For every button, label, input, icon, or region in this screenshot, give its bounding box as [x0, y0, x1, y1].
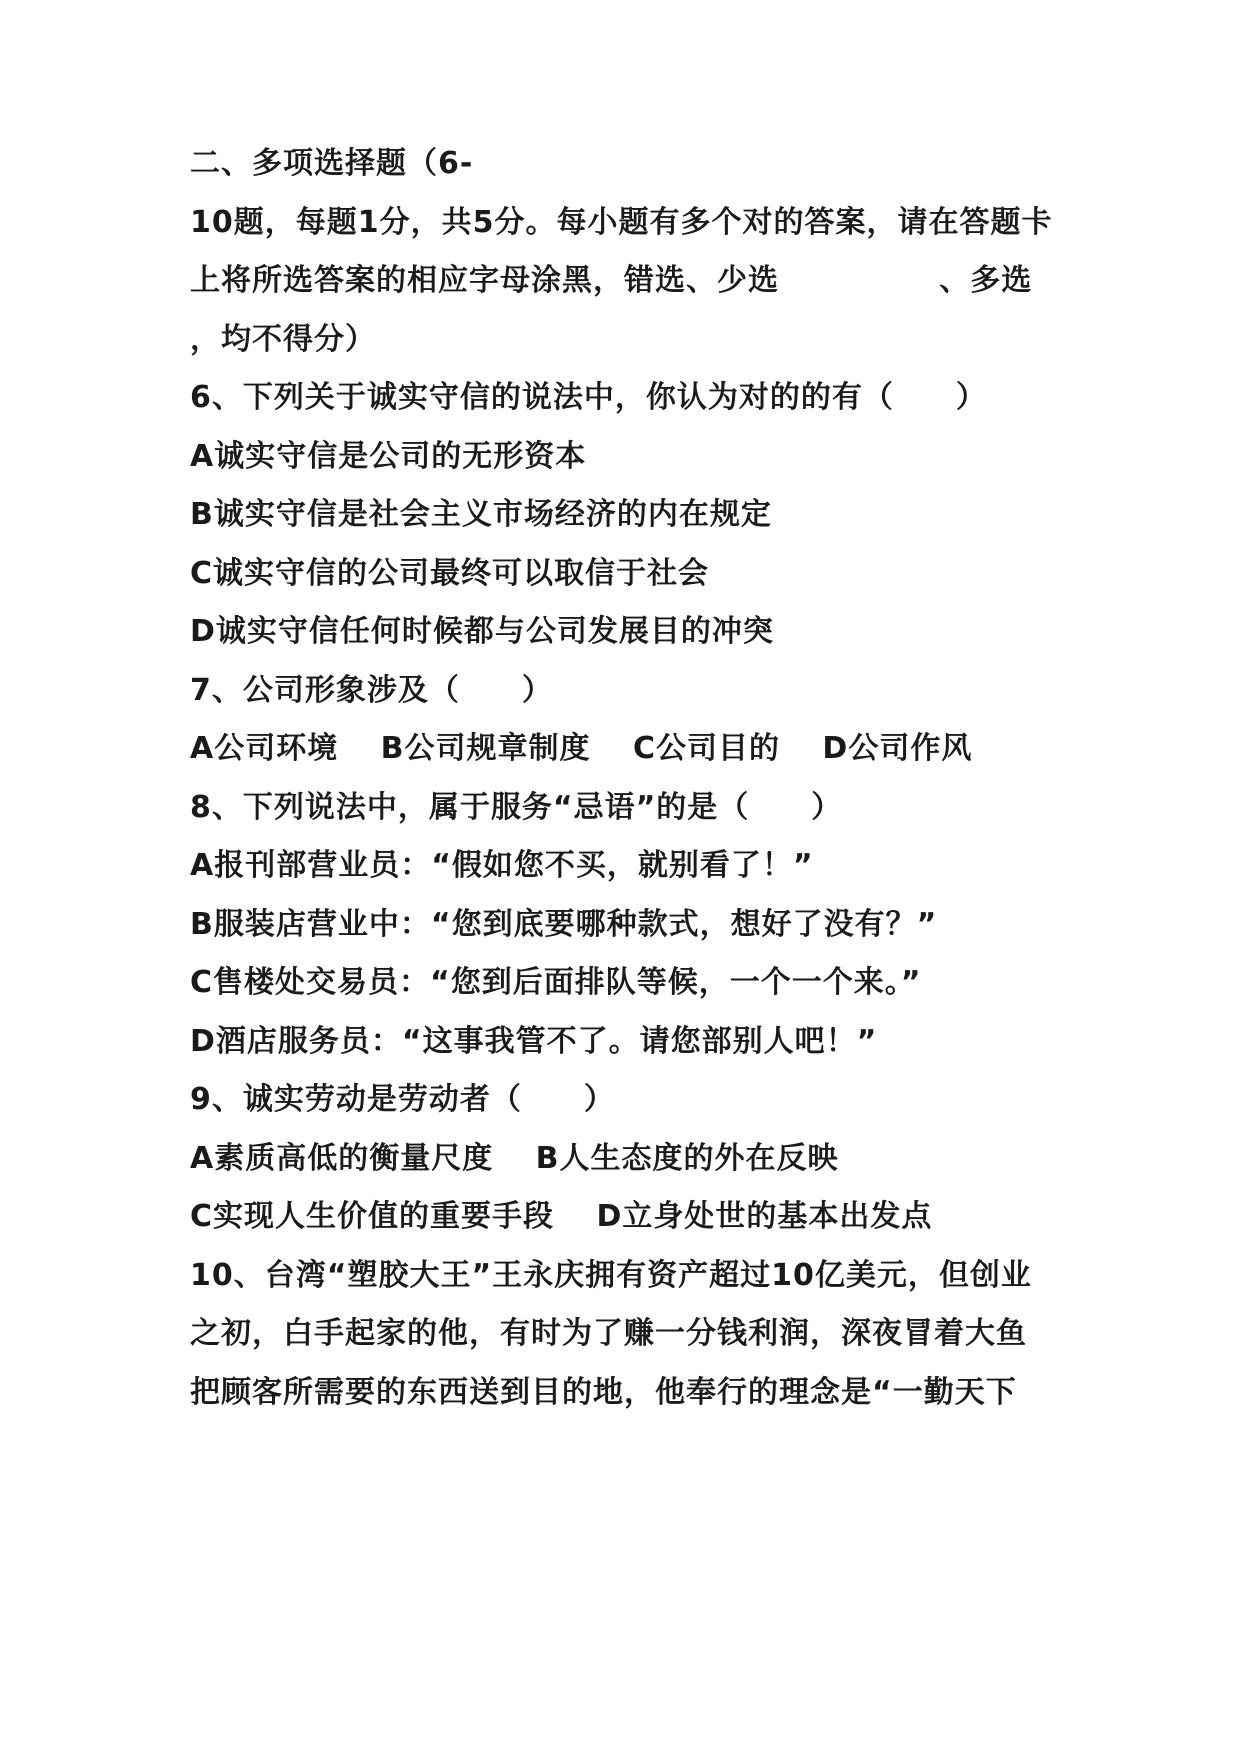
question-6: 6、下列关于诚实守信的说法中，你认为对的的有（ ） — [190, 380, 987, 415]
section-heading: 二、多项选择题（6- — [190, 146, 474, 181]
question-7-options: A公司环境 B公司规章制度 C公司目的 D公司作风 — [190, 731, 973, 766]
question-10-line-3: 把顾客所需要的东西送到目的地，他奉行的理念是“一勤天下 — [190, 1375, 1017, 1410]
section-instructions-line-2: 上将所选答案的相应字母涂黑，错选、少选 、多选 — [190, 263, 1033, 298]
section-instructions-line-3: ，均不得分） — [190, 322, 376, 357]
question-8-option-a: A报刊部营业员：“假如您不买，就别看了！” — [190, 848, 814, 883]
question-7: 7、公司形象涉及（ ） — [190, 673, 553, 708]
question-10-line-1: 10、台湾“塑胶大王”王永庆拥有资产超过10亿美元，但创业 — [190, 1258, 1032, 1293]
question-9: 9、诚实劳动是劳动者（ ） — [190, 1082, 615, 1117]
question-8-option-b: B服装店营业中：“您到底要哪种款式，想好了没有？” — [190, 907, 938, 942]
section-instructions-line-1: 10题，每题1分，共5分。每小题有多个对的答案，请在答题卡 — [190, 205, 1053, 240]
question-6-option-d: D诚实守信任何时候都与公司发展目的冲突 — [190, 614, 774, 649]
question-6-option-b: B诚实守信是社会主义市场经济的内在规定 — [190, 497, 772, 532]
question-8-option-d: D酒店服务员：“这事我管不了。请您部别人吧！” — [190, 1024, 878, 1059]
question-9-options-cd: C实现人生价值的重要手段 D立身处世的基本出发点 — [190, 1199, 933, 1234]
question-8: 8、下列说法中，属于服务“忌语”的是（ ） — [190, 790, 843, 825]
question-8-option-c: C售楼处交易员：“您到后面排队等候，一个一个来。” — [190, 965, 922, 1000]
question-6-option-c: C诚实守信的公司最终可以取信于社会 — [190, 556, 710, 591]
question-6-option-a: A诚实守信是公司的无形资本 — [190, 439, 587, 474]
question-10-line-2: 之初，白手起家的他，有时为了赚一分钱利润，深夜冒着大鱼 — [190, 1316, 1027, 1351]
question-9-options-ab: A素质高低的衡量尺度 B人生态度的外在反映 — [190, 1141, 839, 1176]
